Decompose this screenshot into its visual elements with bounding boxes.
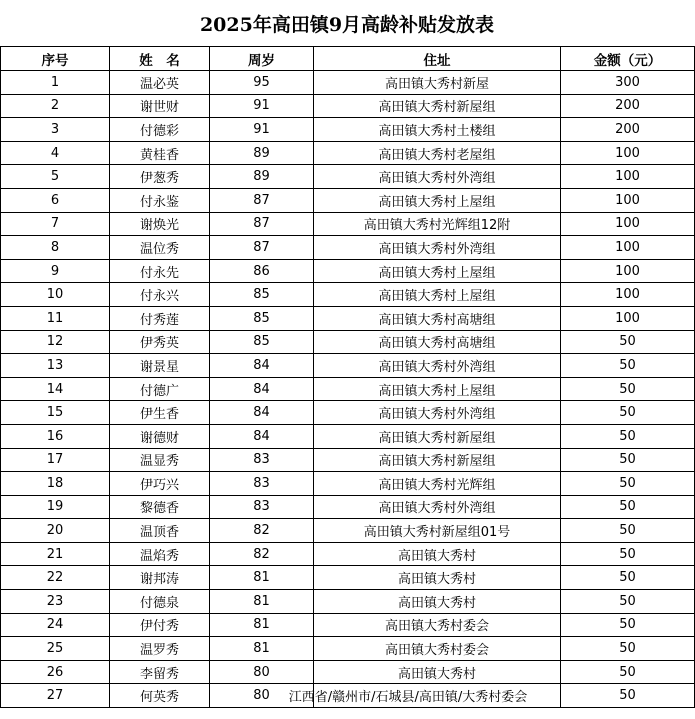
row-index-cell: 5 bbox=[1, 165, 110, 189]
row-address-cell: 高田镇大秀村外湾组 bbox=[314, 354, 561, 378]
row-name-cell: 黎德香 bbox=[110, 495, 210, 519]
table-row bbox=[1, 306, 695, 330]
row-age-cell: 87 bbox=[210, 212, 314, 236]
row-age-cell: 87 bbox=[210, 188, 314, 212]
table-row bbox=[1, 495, 695, 519]
row-age-cell: 89 bbox=[210, 165, 314, 189]
row-index-cell: 6 bbox=[1, 188, 110, 212]
row-age-cell: 82 bbox=[210, 519, 314, 543]
row-index-cell: 16 bbox=[1, 424, 110, 448]
table-row bbox=[1, 330, 695, 354]
row-address-cell: 高田镇大秀村老屋组 bbox=[314, 141, 561, 165]
row-index-cell: 19 bbox=[1, 495, 110, 519]
row-index-cell: 18 bbox=[1, 472, 110, 496]
row-name-cell: 何英秀 bbox=[110, 684, 210, 708]
row-name-cell: 付秀莲 bbox=[110, 306, 210, 330]
subsidy-table bbox=[0, 46, 695, 708]
row-name-cell: 伊巧兴 bbox=[110, 472, 210, 496]
row-index-cell: 8 bbox=[1, 236, 110, 260]
row-age-cell: 81 bbox=[210, 613, 314, 637]
row-address-cell: 高田镇大秀村上屋组 bbox=[314, 188, 561, 212]
row-name-cell: 黄桂香 bbox=[110, 141, 210, 165]
row-age-cell: 83 bbox=[210, 495, 314, 519]
row-amount-cell: 50 bbox=[561, 684, 695, 708]
row-name-cell: 伊生香 bbox=[110, 401, 210, 425]
header-amount: 金额（元） bbox=[561, 47, 695, 71]
row-address-text: 江西省/赣州市/石城县/高田镇/大秀村委会 bbox=[288, 690, 528, 706]
row-amount-cell: 300 bbox=[561, 71, 695, 95]
row-age-cell: 84 bbox=[210, 354, 314, 378]
table-row bbox=[1, 424, 695, 448]
row-amount-cell: 100 bbox=[561, 165, 695, 189]
row-address-cell: 高田镇大秀村新屋组 bbox=[314, 94, 561, 118]
row-age-cell: 95 bbox=[210, 71, 314, 95]
table-row bbox=[1, 660, 695, 684]
row-name-cell: 付德广 bbox=[110, 377, 210, 401]
row-amount-cell: 50 bbox=[561, 401, 695, 425]
row-amount-cell: 50 bbox=[561, 330, 695, 354]
row-index-cell: 20 bbox=[1, 519, 110, 543]
row-index-cell: 26 bbox=[1, 660, 110, 684]
table-header-row bbox=[1, 47, 695, 71]
header-age: 周岁 bbox=[210, 47, 314, 71]
row-address-cell: 高田镇大秀村新屋组 bbox=[314, 424, 561, 448]
row-address-cell: 高田镇大秀村 bbox=[314, 542, 561, 566]
row-age-cell: 87 bbox=[210, 236, 314, 260]
row-age-cell: 82 bbox=[210, 542, 314, 566]
row-index-cell: 17 bbox=[1, 448, 110, 472]
row-amount-cell: 200 bbox=[561, 118, 695, 142]
row-age-cell: 89 bbox=[210, 141, 314, 165]
row-index-cell: 2 bbox=[1, 94, 110, 118]
row-amount-cell: 50 bbox=[561, 542, 695, 566]
table-row bbox=[1, 401, 695, 425]
row-address-cell: 高田镇大秀村外湾组 bbox=[314, 401, 561, 425]
row-address-cell: 高田镇大秀村新屋 bbox=[314, 71, 561, 95]
row-name-cell: 谢景星 bbox=[110, 354, 210, 378]
row-address-cell: 高田镇大秀村外湾组 bbox=[314, 236, 561, 260]
row-address-cell: 高田镇大秀村新屋组01号 bbox=[314, 519, 561, 543]
table-row bbox=[1, 71, 695, 95]
row-age-cell: 84 bbox=[210, 424, 314, 448]
table-row bbox=[1, 212, 695, 236]
table-row bbox=[1, 566, 695, 590]
row-index-cell: 11 bbox=[1, 306, 110, 330]
table-row bbox=[1, 354, 695, 378]
row-address-cell: 高田镇大秀村 bbox=[314, 660, 561, 684]
row-name-cell: 付永兴 bbox=[110, 283, 210, 307]
row-name-cell: 温显秀 bbox=[110, 448, 210, 472]
row-amount-cell: 100 bbox=[561, 188, 695, 212]
header-name: 姓 名 bbox=[110, 47, 210, 71]
row-address-cell: 高田镇大秀村上屋组 bbox=[314, 283, 561, 307]
row-index-cell: 13 bbox=[1, 354, 110, 378]
table-row bbox=[1, 283, 695, 307]
row-name-cell: 温必英 bbox=[110, 71, 210, 95]
row-amount-cell: 100 bbox=[561, 259, 695, 283]
row-index-cell: 23 bbox=[1, 590, 110, 614]
row-age-cell: 86 bbox=[210, 259, 314, 283]
row-index-cell: 27 bbox=[1, 684, 110, 708]
table-row bbox=[1, 637, 695, 661]
row-name-cell: 谢世财 bbox=[110, 94, 210, 118]
row-address-cell: 高田镇大秀村新屋组 bbox=[314, 448, 561, 472]
row-name-cell: 温顶香 bbox=[110, 519, 210, 543]
row-age-cell: 83 bbox=[210, 472, 314, 496]
row-name-cell: 付德彩 bbox=[110, 118, 210, 142]
row-index-cell: 1 bbox=[1, 71, 110, 95]
row-amount-cell: 50 bbox=[561, 637, 695, 661]
row-name-cell: 伊葱秀 bbox=[110, 165, 210, 189]
row-address-cell: 高田镇大秀村 bbox=[314, 590, 561, 614]
row-address-cell: 高田镇大秀村土楼组 bbox=[314, 118, 561, 142]
row-address-cell: 高田镇大秀村光辉组12附 bbox=[314, 212, 561, 236]
table-row bbox=[1, 377, 695, 401]
table-row bbox=[1, 118, 695, 142]
row-amount-cell: 200 bbox=[561, 94, 695, 118]
row-amount-cell: 50 bbox=[561, 660, 695, 684]
row-amount-cell: 50 bbox=[561, 472, 695, 496]
row-name-cell: 谢德财 bbox=[110, 424, 210, 448]
row-amount-cell: 50 bbox=[561, 377, 695, 401]
row-amount-cell: 100 bbox=[561, 283, 695, 307]
row-amount-cell: 100 bbox=[561, 236, 695, 260]
table-body bbox=[1, 71, 695, 708]
row-amount-cell: 50 bbox=[561, 519, 695, 543]
row-index-cell: 14 bbox=[1, 377, 110, 401]
row-index-cell: 22 bbox=[1, 566, 110, 590]
row-address-cell: 高田镇大秀村高塘组 bbox=[314, 306, 561, 330]
table-row bbox=[1, 519, 695, 543]
row-age-cell: 91 bbox=[210, 94, 314, 118]
row-index-cell: 9 bbox=[1, 259, 110, 283]
row-name-cell: 温位秀 bbox=[110, 236, 210, 260]
row-age-cell: 81 bbox=[210, 590, 314, 614]
table-row bbox=[1, 542, 695, 566]
row-index-cell: 3 bbox=[1, 118, 110, 142]
row-age-cell: 81 bbox=[210, 566, 314, 590]
document-title: 2025年高田镇9月高龄补贴发放表 bbox=[199, 13, 495, 36]
table-row bbox=[1, 259, 695, 283]
row-index-cell: 10 bbox=[1, 283, 110, 307]
row-name-cell: 伊付秀 bbox=[110, 613, 210, 637]
row-age-cell: 85 bbox=[210, 283, 314, 307]
table-row bbox=[1, 613, 695, 637]
row-age-cell: 91 bbox=[210, 118, 314, 142]
row-index-cell: 21 bbox=[1, 542, 110, 566]
row-index-cell: 24 bbox=[1, 613, 110, 637]
row-amount-cell: 50 bbox=[561, 448, 695, 472]
row-address-cell: 高田镇大秀村委会 bbox=[314, 613, 561, 637]
row-address-cell: 高田镇大秀村高塘组 bbox=[314, 330, 561, 354]
row-amount-cell: 100 bbox=[561, 141, 695, 165]
row-age-cell: 84 bbox=[210, 401, 314, 425]
table-row bbox=[1, 188, 695, 212]
row-amount-cell: 50 bbox=[561, 424, 695, 448]
row-age-cell: 85 bbox=[210, 306, 314, 330]
row-name-cell: 温焰秀 bbox=[110, 542, 210, 566]
row-index-cell: 4 bbox=[1, 141, 110, 165]
row-name-cell: 付永鉴 bbox=[110, 188, 210, 212]
row-name-cell: 付永先 bbox=[110, 259, 210, 283]
row-index-cell: 7 bbox=[1, 212, 110, 236]
row-amount-cell: 50 bbox=[561, 590, 695, 614]
table-row bbox=[1, 684, 695, 708]
row-age-cell: 80 bbox=[210, 684, 314, 708]
header-address: 住址 bbox=[314, 47, 561, 71]
row-index-cell: 15 bbox=[1, 401, 110, 425]
row-amount-cell: 100 bbox=[561, 212, 695, 236]
row-amount-cell: 100 bbox=[561, 306, 695, 330]
table-row bbox=[1, 94, 695, 118]
table-row bbox=[1, 448, 695, 472]
row-age-cell: 85 bbox=[210, 330, 314, 354]
row-name-cell: 谢邦涛 bbox=[110, 566, 210, 590]
row-address-cell: 高田镇大秀村 bbox=[314, 566, 561, 590]
row-name-cell: 李留秀 bbox=[110, 660, 210, 684]
row-name-cell: 谢焕光 bbox=[110, 212, 210, 236]
row-name-cell: 温罗秀 bbox=[110, 637, 210, 661]
row-address-cell bbox=[288, 684, 561, 708]
row-amount-cell: 50 bbox=[561, 613, 695, 637]
row-amount-cell: 50 bbox=[561, 354, 695, 378]
row-amount-cell: 50 bbox=[561, 495, 695, 519]
row-age-cell: 80 bbox=[210, 660, 314, 684]
row-index-cell: 12 bbox=[1, 330, 110, 354]
row-address-cell: 高田镇大秀村上屋组 bbox=[314, 259, 561, 283]
table-row bbox=[1, 236, 695, 260]
row-index-cell: 25 bbox=[1, 637, 110, 661]
header-index: 序号 bbox=[1, 47, 110, 71]
row-age-cell: 81 bbox=[210, 637, 314, 661]
row-address-cell: 高田镇大秀村委会 bbox=[314, 637, 561, 661]
row-address-cell: 高田镇大秀村上屋组 bbox=[314, 377, 561, 401]
row-name-cell: 伊秀英 bbox=[110, 330, 210, 354]
table-row bbox=[1, 472, 695, 496]
table-row bbox=[1, 590, 695, 614]
row-address-cell: 高田镇大秀村光辉组 bbox=[314, 472, 561, 496]
row-name-cell: 付德泉 bbox=[110, 590, 210, 614]
row-amount-cell: 50 bbox=[561, 566, 695, 590]
row-address-cell: 高田镇大秀村外湾组 bbox=[314, 165, 561, 189]
row-address-cell: 高田镇大秀村外湾组 bbox=[314, 495, 561, 519]
table-row bbox=[1, 141, 695, 165]
table-row bbox=[1, 165, 695, 189]
row-age-cell: 84 bbox=[210, 377, 314, 401]
row-age-cell: 83 bbox=[210, 448, 314, 472]
